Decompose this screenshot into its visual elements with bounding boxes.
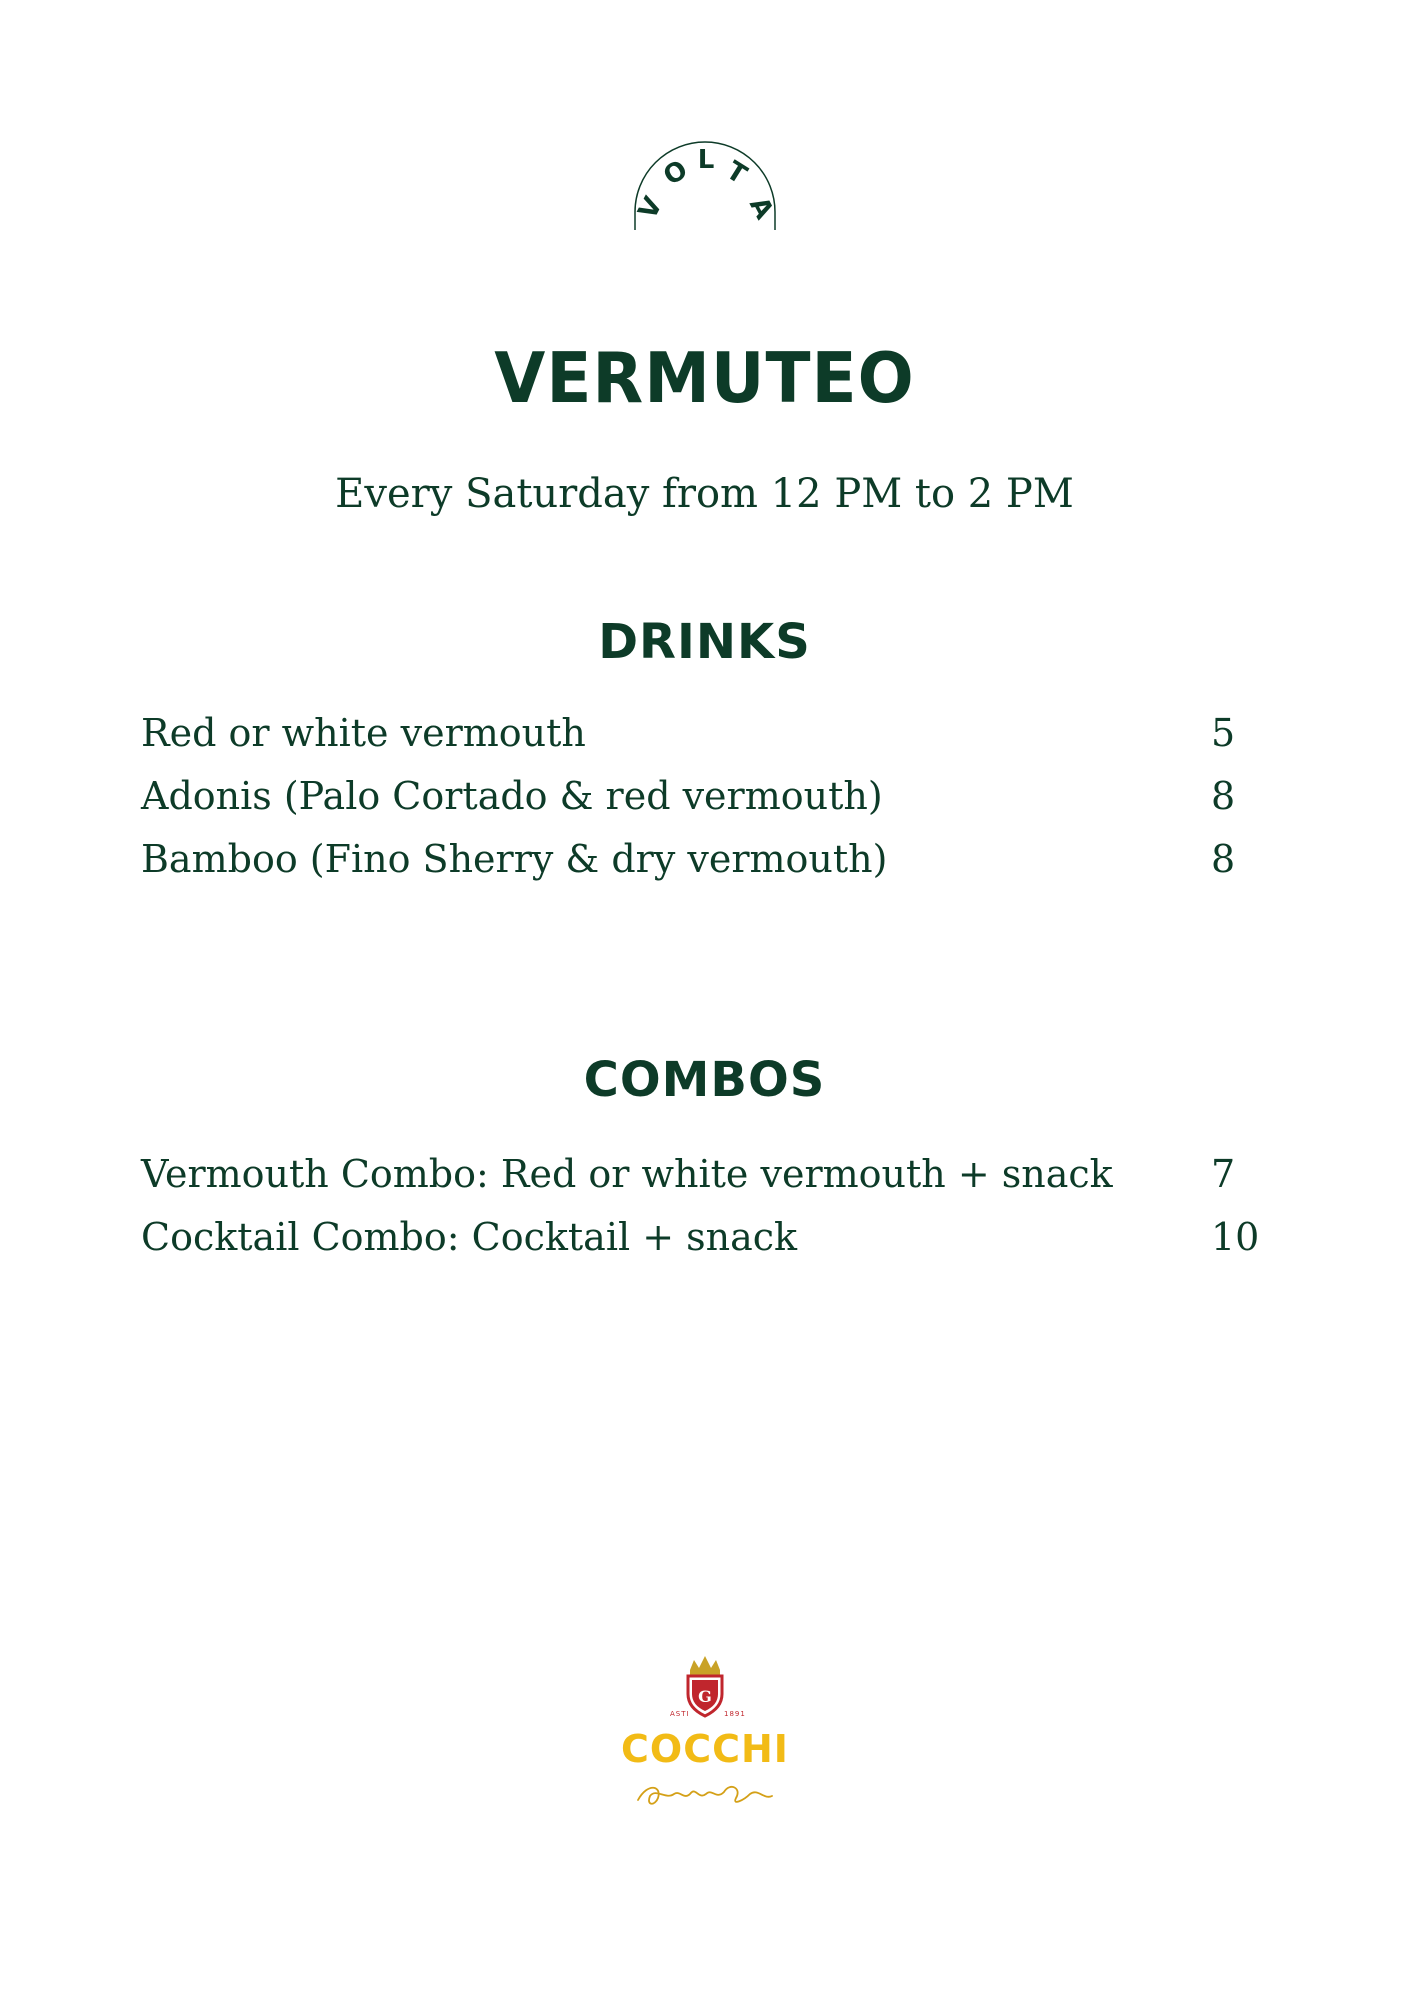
item-price: 5 bbox=[1211, 711, 1236, 755]
menu-item bbox=[141, 765, 1261, 828]
svg-text:L: L bbox=[697, 145, 715, 175]
section-heading-drinks: DRINKS bbox=[598, 614, 811, 670]
item-name: Adonis (Palo Cortado & red vermouth) bbox=[141, 774, 883, 818]
svg-text:COCCHI: COCCHI bbox=[621, 1727, 789, 1771]
svg-text:O: O bbox=[658, 154, 694, 192]
svg-text:1891: 1891 bbox=[724, 1710, 746, 1718]
page-title: VERMUTEO bbox=[494, 338, 915, 419]
schedule-subtitle: Every Saturday from 12 PM to 2 PM bbox=[335, 471, 1074, 517]
cocchi-logo bbox=[600, 1650, 810, 1820]
menu-item bbox=[141, 1143, 1261, 1206]
menu-item bbox=[141, 702, 1261, 765]
item-price: 7 bbox=[1211, 1152, 1236, 1196]
crown-icon bbox=[690, 1656, 720, 1675]
svg-text:A: A bbox=[743, 192, 780, 225]
item-name: Cocktail Combo: Cocktail + snack bbox=[141, 1215, 798, 1259]
item-price: 8 bbox=[1211, 774, 1236, 818]
drinks-list bbox=[141, 702, 1261, 891]
item-name: Vermouth Combo: Red or white vermouth + snack bbox=[141, 1152, 1113, 1196]
svg-text:G: G bbox=[698, 1687, 712, 1706]
menu-item bbox=[141, 1206, 1261, 1269]
item-name: Bamboo (Fino Sherry & dry vermouth) bbox=[141, 837, 888, 881]
menu-item bbox=[141, 828, 1261, 891]
shield-icon bbox=[688, 1676, 722, 1716]
item-price: 10 bbox=[1211, 1215, 1260, 1259]
volta-logo bbox=[630, 132, 780, 232]
item-name: Red or white vermouth bbox=[141, 711, 586, 755]
svg-text:ASTI: ASTI bbox=[670, 1710, 690, 1718]
item-price: 8 bbox=[1211, 837, 1236, 881]
svg-text:V: V bbox=[632, 192, 669, 225]
section-heading-combos: COMBOS bbox=[583, 1052, 826, 1108]
svg-text:T: T bbox=[720, 155, 752, 191]
combos-list bbox=[141, 1143, 1261, 1269]
